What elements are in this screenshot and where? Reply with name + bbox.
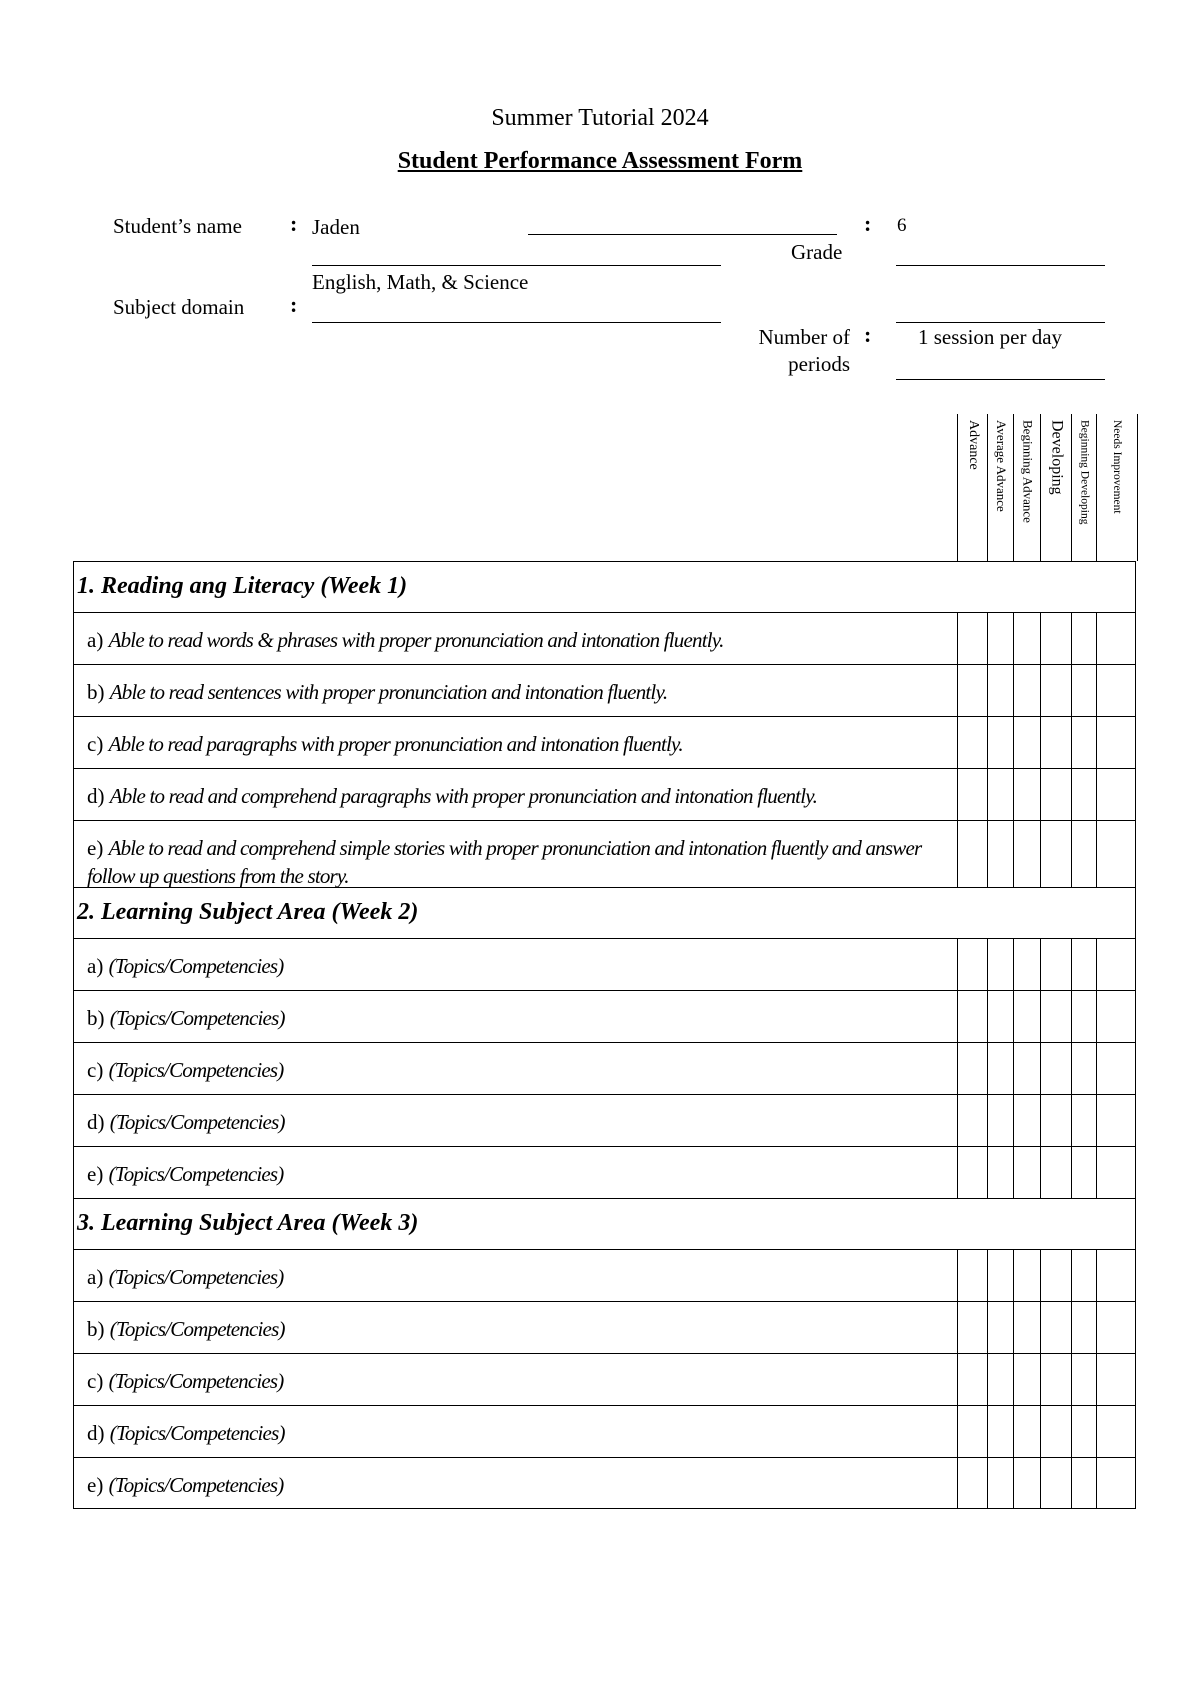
- rating-cell-advance[interactable]: [957, 613, 988, 664]
- grade-value[interactable]: 6: [897, 215, 907, 236]
- rating-cell-average-advance[interactable]: [987, 717, 1014, 768]
- periods-top-underline: [896, 322, 1105, 323]
- subject-domain-label: Subject domain: [113, 295, 245, 319]
- rating-cell-advance[interactable]: [957, 939, 988, 990]
- rating-cell-average-advance[interactable]: [987, 1147, 1014, 1198]
- rating-cell-beginning-advance[interactable]: [1013, 1406, 1041, 1457]
- criteria-description: Able to read sentences with proper pronunciation and intonation fluently.: [109, 680, 668, 704]
- student-name-value[interactable]: Jaden: [312, 215, 360, 239]
- rating-cell-advance[interactable]: [957, 1354, 988, 1405]
- rating-col-beginning-developing: [1071, 414, 1097, 561]
- rating-cell-advance[interactable]: [957, 991, 988, 1042]
- criteria-row: [73, 990, 1136, 1042]
- rating-cell-beginning-advance[interactable]: [1013, 1250, 1041, 1301]
- rating-cell-average-advance[interactable]: [987, 1043, 1014, 1094]
- rating-cell-advance[interactable]: [957, 1406, 988, 1457]
- criteria-text: [87, 1056, 940, 1084]
- rating-col-label: Average Advance: [994, 420, 1009, 512]
- rating-cell-developing[interactable]: [1040, 665, 1072, 716]
- rating-cell-developing[interactable]: [1040, 1458, 1072, 1508]
- rating-cell-average-advance[interactable]: [987, 613, 1014, 664]
- rating-cell-needs-improvement[interactable]: [1096, 991, 1137, 1042]
- section-header: [73, 561, 1136, 612]
- student-name-colon: :: [290, 211, 298, 236]
- section-title: 2. Learning Subject Area (Week 2): [77, 899, 419, 925]
- section-title: 3. Learning Subject Area (Week 3): [77, 1210, 419, 1236]
- criteria-text: [87, 678, 940, 706]
- rating-cell-average-advance[interactable]: [987, 821, 1014, 887]
- criteria-row: [73, 768, 1136, 820]
- rating-cell-developing[interactable]: [1040, 1147, 1072, 1198]
- criteria-letter: c): [87, 732, 104, 756]
- criteria-description: (Topics/Competencies): [108, 1162, 284, 1186]
- rating-cell-beginning-advance[interactable]: [1013, 1458, 1041, 1508]
- periods-colon: :: [864, 322, 872, 347]
- criteria-text: [87, 952, 940, 980]
- section-header: [73, 1198, 1136, 1249]
- criteria-letter: d): [87, 784, 105, 808]
- criteria-description: (Topics/Competencies): [108, 1058, 284, 1082]
- criteria-description: Able to read paragraphs with proper pronunciation and intonation fluently.: [108, 732, 683, 756]
- rating-cell-developing[interactable]: [1040, 717, 1072, 768]
- criteria-description: (Topics/Competencies): [108, 954, 284, 978]
- rating-cell-beginning-developing[interactable]: [1071, 1458, 1097, 1508]
- criteria-description: (Topics/Competencies): [108, 1473, 284, 1497]
- rating-cell-developing[interactable]: [1040, 1406, 1072, 1457]
- rating-cell-beginning-advance[interactable]: [1013, 1354, 1041, 1405]
- criteria-letter: b): [87, 680, 105, 704]
- rating-cell-beginning-developing[interactable]: [1071, 1406, 1097, 1457]
- subject-domain-value[interactable]: English, Math, & Science: [312, 270, 529, 294]
- criteria-text: [87, 1367, 940, 1395]
- rating-cell-advance[interactable]: [957, 1250, 988, 1301]
- periods-label-line1: Number of: [758, 325, 850, 349]
- rating-cell-developing[interactable]: [1040, 991, 1072, 1042]
- rating-cell-needs-improvement[interactable]: [1096, 717, 1137, 768]
- criteria-letter: d): [87, 1110, 105, 1134]
- rating-cell-average-advance[interactable]: [987, 1095, 1014, 1146]
- criteria-row: [73, 664, 1136, 716]
- rating-cell-beginning-developing[interactable]: [1071, 1043, 1097, 1094]
- rating-cell-beginning-advance[interactable]: [1013, 821, 1041, 887]
- criteria-text: [87, 834, 940, 890]
- rating-cell-needs-improvement[interactable]: [1096, 821, 1137, 887]
- rating-header-row: [73, 414, 1136, 561]
- grade-colon: :: [864, 211, 872, 236]
- rating-cell-advance[interactable]: [957, 1147, 988, 1198]
- criteria-text: [87, 1471, 940, 1499]
- rating-cell-advance[interactable]: [957, 1095, 988, 1146]
- rating-col-advance: [957, 414, 988, 561]
- criteria-row: [73, 1353, 1136, 1405]
- criteria-row: [73, 1146, 1136, 1198]
- rating-cell-average-advance[interactable]: [987, 991, 1014, 1042]
- rating-cell-needs-improvement[interactable]: [1096, 939, 1137, 990]
- rating-cell-needs-improvement[interactable]: [1096, 613, 1137, 664]
- rating-cell-advance[interactable]: [957, 821, 988, 887]
- criteria-letter: a): [87, 1265, 104, 1289]
- criteria-letter: a): [87, 954, 104, 978]
- criteria-description: Able to read and comprehend simple stories with proper pronunciation and intonation fluently and answer follow up questions from the story.: [87, 836, 922, 888]
- rating-col-label: Needs Improvement: [1111, 420, 1123, 514]
- rating-cell-beginning-developing[interactable]: [1071, 613, 1097, 664]
- rating-cell-needs-improvement[interactable]: [1096, 665, 1137, 716]
- assessment-body: [73, 561, 1136, 1509]
- rating-cell-developing[interactable]: [1040, 939, 1072, 990]
- rating-cell-needs-improvement[interactable]: [1096, 1458, 1137, 1508]
- rating-cell-developing[interactable]: [1040, 769, 1072, 820]
- rating-cell-beginning-developing[interactable]: [1071, 769, 1097, 820]
- criteria-letter: c): [87, 1058, 104, 1082]
- rating-cell-average-advance[interactable]: [987, 1250, 1014, 1301]
- rating-cell-developing[interactable]: [1040, 1302, 1072, 1353]
- criteria-row: [73, 1405, 1136, 1457]
- rating-cell-developing[interactable]: [1040, 1043, 1072, 1094]
- rating-cell-developing[interactable]: [1040, 1095, 1072, 1146]
- rating-col-beginning-advance: [1013, 414, 1041, 561]
- criteria-letter: e): [87, 1162, 104, 1186]
- rating-cell-developing[interactable]: [1040, 1250, 1072, 1301]
- rating-cell-beginning-developing[interactable]: [1071, 1354, 1097, 1405]
- rating-cell-advance[interactable]: [957, 665, 988, 716]
- rating-cell-average-advance[interactable]: [987, 769, 1014, 820]
- form-heading: Summer Tutorial 2024: [491, 105, 709, 131]
- rating-cell-advance[interactable]: [957, 1302, 988, 1353]
- rating-cell-beginning-developing[interactable]: [1071, 665, 1097, 716]
- rating-cell-needs-improvement[interactable]: [1096, 1354, 1137, 1405]
- criteria-text: [87, 730, 940, 758]
- criteria-text: [87, 1263, 940, 1291]
- rating-cell-beginning-advance[interactable]: [1013, 717, 1041, 768]
- criteria-description: (Topics/Competencies): [108, 1369, 284, 1393]
- rating-cell-beginning-advance[interactable]: [1013, 613, 1041, 664]
- criteria-description: Able to read words & phrases with proper pronunciation and intonation fluently.: [108, 628, 724, 652]
- student-name-underline: [528, 234, 837, 235]
- rating-cell-needs-improvement[interactable]: [1096, 1302, 1137, 1353]
- rating-col-needs-improvement: [1096, 414, 1138, 561]
- rating-cell-advance[interactable]: [957, 769, 988, 820]
- criteria-text: [87, 1108, 940, 1136]
- criteria-letter: b): [87, 1006, 105, 1030]
- section-title: 1. Reading ang Literacy (Week 1): [77, 573, 408, 599]
- form-title: Student Performance Assessment Form: [397, 148, 803, 174]
- rating-cell-needs-improvement[interactable]: [1096, 1406, 1137, 1457]
- subject-domain-underline: [312, 322, 721, 323]
- rating-cell-advance[interactable]: [957, 1043, 988, 1094]
- rating-cell-beginning-advance[interactable]: [1013, 991, 1041, 1042]
- rating-cell-developing[interactable]: [1040, 821, 1072, 887]
- criteria-text: [87, 1004, 940, 1032]
- criteria-text: [87, 1419, 940, 1447]
- rating-cell-beginning-developing[interactable]: [1071, 717, 1097, 768]
- criteria-text: [87, 1315, 940, 1343]
- assessment-table: [73, 414, 1136, 1509]
- rating-cell-beginning-advance[interactable]: [1013, 1043, 1041, 1094]
- rating-cell-beginning-developing[interactable]: [1071, 939, 1097, 990]
- criteria-text: [87, 1160, 940, 1188]
- criteria-description: (Topics/Competencies): [109, 1006, 285, 1030]
- rating-cell-needs-improvement[interactable]: [1096, 1250, 1137, 1301]
- criteria-description: (Topics/Competencies): [108, 1265, 284, 1289]
- rating-cell-developing[interactable]: [1040, 613, 1072, 664]
- rating-cell-needs-improvement[interactable]: [1096, 1043, 1137, 1094]
- section-header: [73, 887, 1136, 938]
- criteria-row: [73, 1249, 1136, 1301]
- criteria-row: [73, 938, 1136, 990]
- rating-cell-beginning-developing[interactable]: [1071, 1250, 1097, 1301]
- criteria-text: [87, 782, 940, 810]
- rating-col-average-advance: [987, 414, 1014, 561]
- criteria-letter: b): [87, 1317, 105, 1341]
- criteria-row: [73, 612, 1136, 664]
- rating-cell-advance[interactable]: [957, 1458, 988, 1508]
- rating-cell-average-advance[interactable]: [987, 1458, 1014, 1508]
- criteria-letter: e): [87, 836, 104, 860]
- rating-cell-average-advance[interactable]: [987, 665, 1014, 716]
- criteria-row: [73, 1457, 1136, 1509]
- criteria-row: [73, 1094, 1136, 1146]
- rating-cell-advance[interactable]: [957, 717, 988, 768]
- criteria-row: [73, 716, 1136, 768]
- criteria-description: (Topics/Competencies): [109, 1421, 285, 1445]
- subject-domain-colon: :: [290, 292, 298, 317]
- rating-col-developing: [1040, 414, 1072, 561]
- criteria-row: [73, 1042, 1136, 1094]
- rating-col-label: Beginning Developing: [1078, 420, 1091, 525]
- rating-cell-developing[interactable]: [1040, 1354, 1072, 1405]
- rating-cell-needs-improvement[interactable]: [1096, 1147, 1137, 1198]
- periods-label-line2: periods: [788, 352, 850, 376]
- criteria-row: [73, 820, 1136, 887]
- rating-cell-needs-improvement[interactable]: [1096, 769, 1137, 820]
- rating-col-label: Beginning Advance: [1020, 420, 1036, 523]
- rating-col-label: Advance: [966, 420, 981, 470]
- student-name-label: Student’s name: [113, 214, 242, 238]
- criteria-letter: c): [87, 1369, 104, 1393]
- rating-col-label: Developing: [1048, 420, 1066, 495]
- criteria-letter: e): [87, 1473, 104, 1497]
- student-name-underline-2: [312, 265, 721, 266]
- rating-cell-beginning-developing[interactable]: [1071, 991, 1097, 1042]
- rating-cell-beginning-developing[interactable]: [1071, 1302, 1097, 1353]
- criteria-description: Able to read and comprehend paragraphs with proper pronunciation and intonation fluently.: [109, 784, 818, 808]
- criteria-text: [87, 626, 940, 654]
- rating-cell-average-advance[interactable]: [987, 1406, 1014, 1457]
- criteria-description: (Topics/Competencies): [109, 1317, 285, 1341]
- rating-cell-beginning-developing[interactable]: [1071, 1147, 1097, 1198]
- rating-cell-average-advance[interactable]: [987, 1302, 1014, 1353]
- rating-cell-average-advance[interactable]: [987, 939, 1014, 990]
- criteria-row: [73, 1301, 1136, 1353]
- criteria-letter: a): [87, 628, 104, 652]
- periods-value[interactable]: 1 session per day: [918, 325, 1063, 349]
- rating-cell-beginning-advance[interactable]: [1013, 1147, 1041, 1198]
- criteria-description: (Topics/Competencies): [109, 1110, 285, 1134]
- rating-cell-needs-improvement[interactable]: [1096, 1095, 1137, 1146]
- rating-cell-beginning-advance[interactable]: [1013, 769, 1041, 820]
- rating-cell-beginning-advance[interactable]: [1013, 1095, 1041, 1146]
- rating-cell-average-advance[interactable]: [987, 1354, 1014, 1405]
- rating-cell-beginning-advance[interactable]: [1013, 1302, 1041, 1353]
- rating-cell-beginning-developing[interactable]: [1071, 1095, 1097, 1146]
- grade-underline: [896, 265, 1105, 266]
- rating-cell-beginning-advance[interactable]: [1013, 939, 1041, 990]
- rating-cell-beginning-advance[interactable]: [1013, 665, 1041, 716]
- criteria-letter: d): [87, 1421, 105, 1445]
- periods-underline: [896, 379, 1105, 380]
- grade-label: Grade: [791, 240, 843, 264]
- rating-cell-beginning-developing[interactable]: [1071, 821, 1097, 887]
